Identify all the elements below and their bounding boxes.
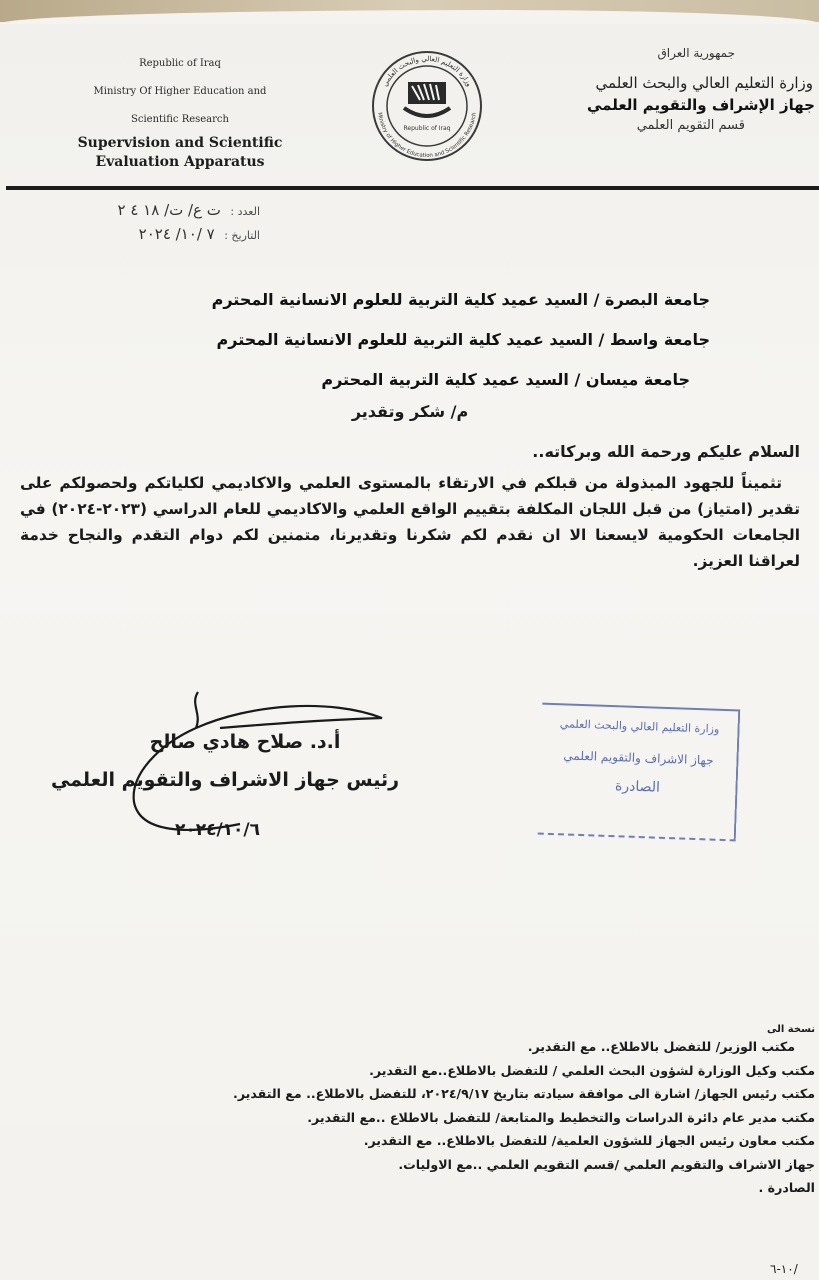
copy-item: جهاز الاشراف والتقويم العلمي /قسم التقويم العلمي ..مع الاوليات. <box>398 1156 815 1172</box>
stamp-line1: وزارة التعليم العالي والبحث العلمي <box>559 717 720 736</box>
country-en: Republic of Iraq <box>139 58 221 69</box>
copy-item: مكتب رئيس الجهاز/ اشارة الى موافقة سيادته بتاريخ ٢٠٢٤/٩/١٧، للتفضل بالاطلاع.. مع التقدير. <box>233 1086 815 1101</box>
ministry-en-line1: Ministry Of Higher Education and <box>93 86 267 97</box>
copy-item: الصادرة . <box>758 1180 815 1195</box>
outgoing-stamp <box>538 703 740 842</box>
apparatus-en-line1: Supervision and Scientific <box>77 135 283 151</box>
english-letterhead <box>60 50 300 172</box>
arabic-letterhead <box>495 46 815 133</box>
signature-block <box>40 724 410 840</box>
copy-item: مكتب مدير عام دائرة الدراسات والتخطيط والمتابعة/ للتفضل بالاطلاع ..مع التقدير. <box>307 1109 815 1125</box>
copy-item: مكتب وكيل الوزارة لشؤون البحث العلمي / للتفضل بالاطلاع..مع التقدير. <box>369 1062 815 1078</box>
ministry-en-line2: Scientific Research <box>131 114 229 125</box>
signature-date: ٢٠٢٤/١٠/٦ <box>174 820 260 840</box>
stamp-line2: جهاز الاشراف والتقويم العلمي <box>563 748 714 768</box>
department-ar: قسم التقويم العلمي <box>636 118 745 133</box>
signatory-title: رئيس جهاز الاشراف والتقويم العلمي <box>50 769 400 791</box>
footer-number: ١٠-٦/ <box>770 1262 798 1276</box>
stamp-line3: الصادرة <box>614 778 661 796</box>
svg-text:Republic of Iraq: Republic of Iraq <box>403 125 451 132</box>
reference-block <box>40 198 260 246</box>
header-divider <box>6 186 819 190</box>
reference-date-value: ٧ /١٠/ ٢٠٢٤ <box>138 225 215 243</box>
reference-date-row <box>40 222 260 246</box>
signatory-name: أ.د. صلاح هادي صالح <box>149 731 341 753</box>
reference-number-label: العدد : <box>230 205 260 218</box>
reference-number-value: ت ع/ ت/ ١٨ ٤ ٢ <box>117 201 221 219</box>
ministry-seal-logo <box>368 50 486 162</box>
reference-date-label: التاريخ : <box>224 229 260 242</box>
apparatus-en-line2: Evaluation Apparatus <box>95 154 265 170</box>
apparatus-ar: جهاز الإشراف والتقويم العلمي <box>586 96 815 114</box>
copies-header: نسخة الى <box>767 1024 815 1035</box>
addressee-3: جامعة ميسان / السيد عميد كلية التربية المحترم <box>321 370 690 389</box>
copy-item: مكتب الوزير/ للتفضل بالاطلاع.. مع التقدير. <box>527 1039 795 1054</box>
reference-number-row <box>40 198 260 222</box>
copies-list <box>35 1024 815 1200</box>
letter-body: تثميناً للجهود المبذولة من قبلكم في الارتقاء بالمستوى العلمي والاكاديمي لكلياتكم ولحصولكم على تقدير (امتياز) من قبل اللجان المكلفة بتقييم الواقع العلمي والاكاديمي للعام الدراسي (٢٠٢٣-٢٠٢٤) في الجامعات الحكومية لايسعنا الا ان نقدم لكم شكرنا وتقديرنا، متمنين لكم دوام التقدم والنجاح خدمة لعراقنا العزيز. <box>20 474 801 570</box>
addressee-block <box>150 280 710 400</box>
country-ar: جمهورية العراق <box>657 46 735 60</box>
svg-text:وزارة التعليم العالي والبحث ال: وزارة التعليم العالي والبحث العلمي <box>380 54 474 88</box>
svg-text:Ministry of Higher Education a: Ministry of Higher Education and Scientific Research <box>376 112 478 160</box>
copy-item: مكتب معاون رئيس الجهاز للشؤون العلمية/ للتفضل بالاطلاع.. مع التقدير. <box>363 1133 815 1148</box>
addressee-2: جامعة واسط / السيد عميد كلية التربية للعلوم الانسانية المحترم <box>216 330 710 349</box>
addressee-1: جامعة البصرة / السيد عميد كلية التربية للعلوم الانسانية المحترم <box>211 290 710 309</box>
subject-line: م/ شكر وتقدير <box>351 402 469 421</box>
ministry-ar: وزارة التعليم العالي والبحث العلمي <box>595 74 813 92</box>
greeting-line: السلام عليكم ورحمة الله وبركاته.. <box>532 442 800 461</box>
